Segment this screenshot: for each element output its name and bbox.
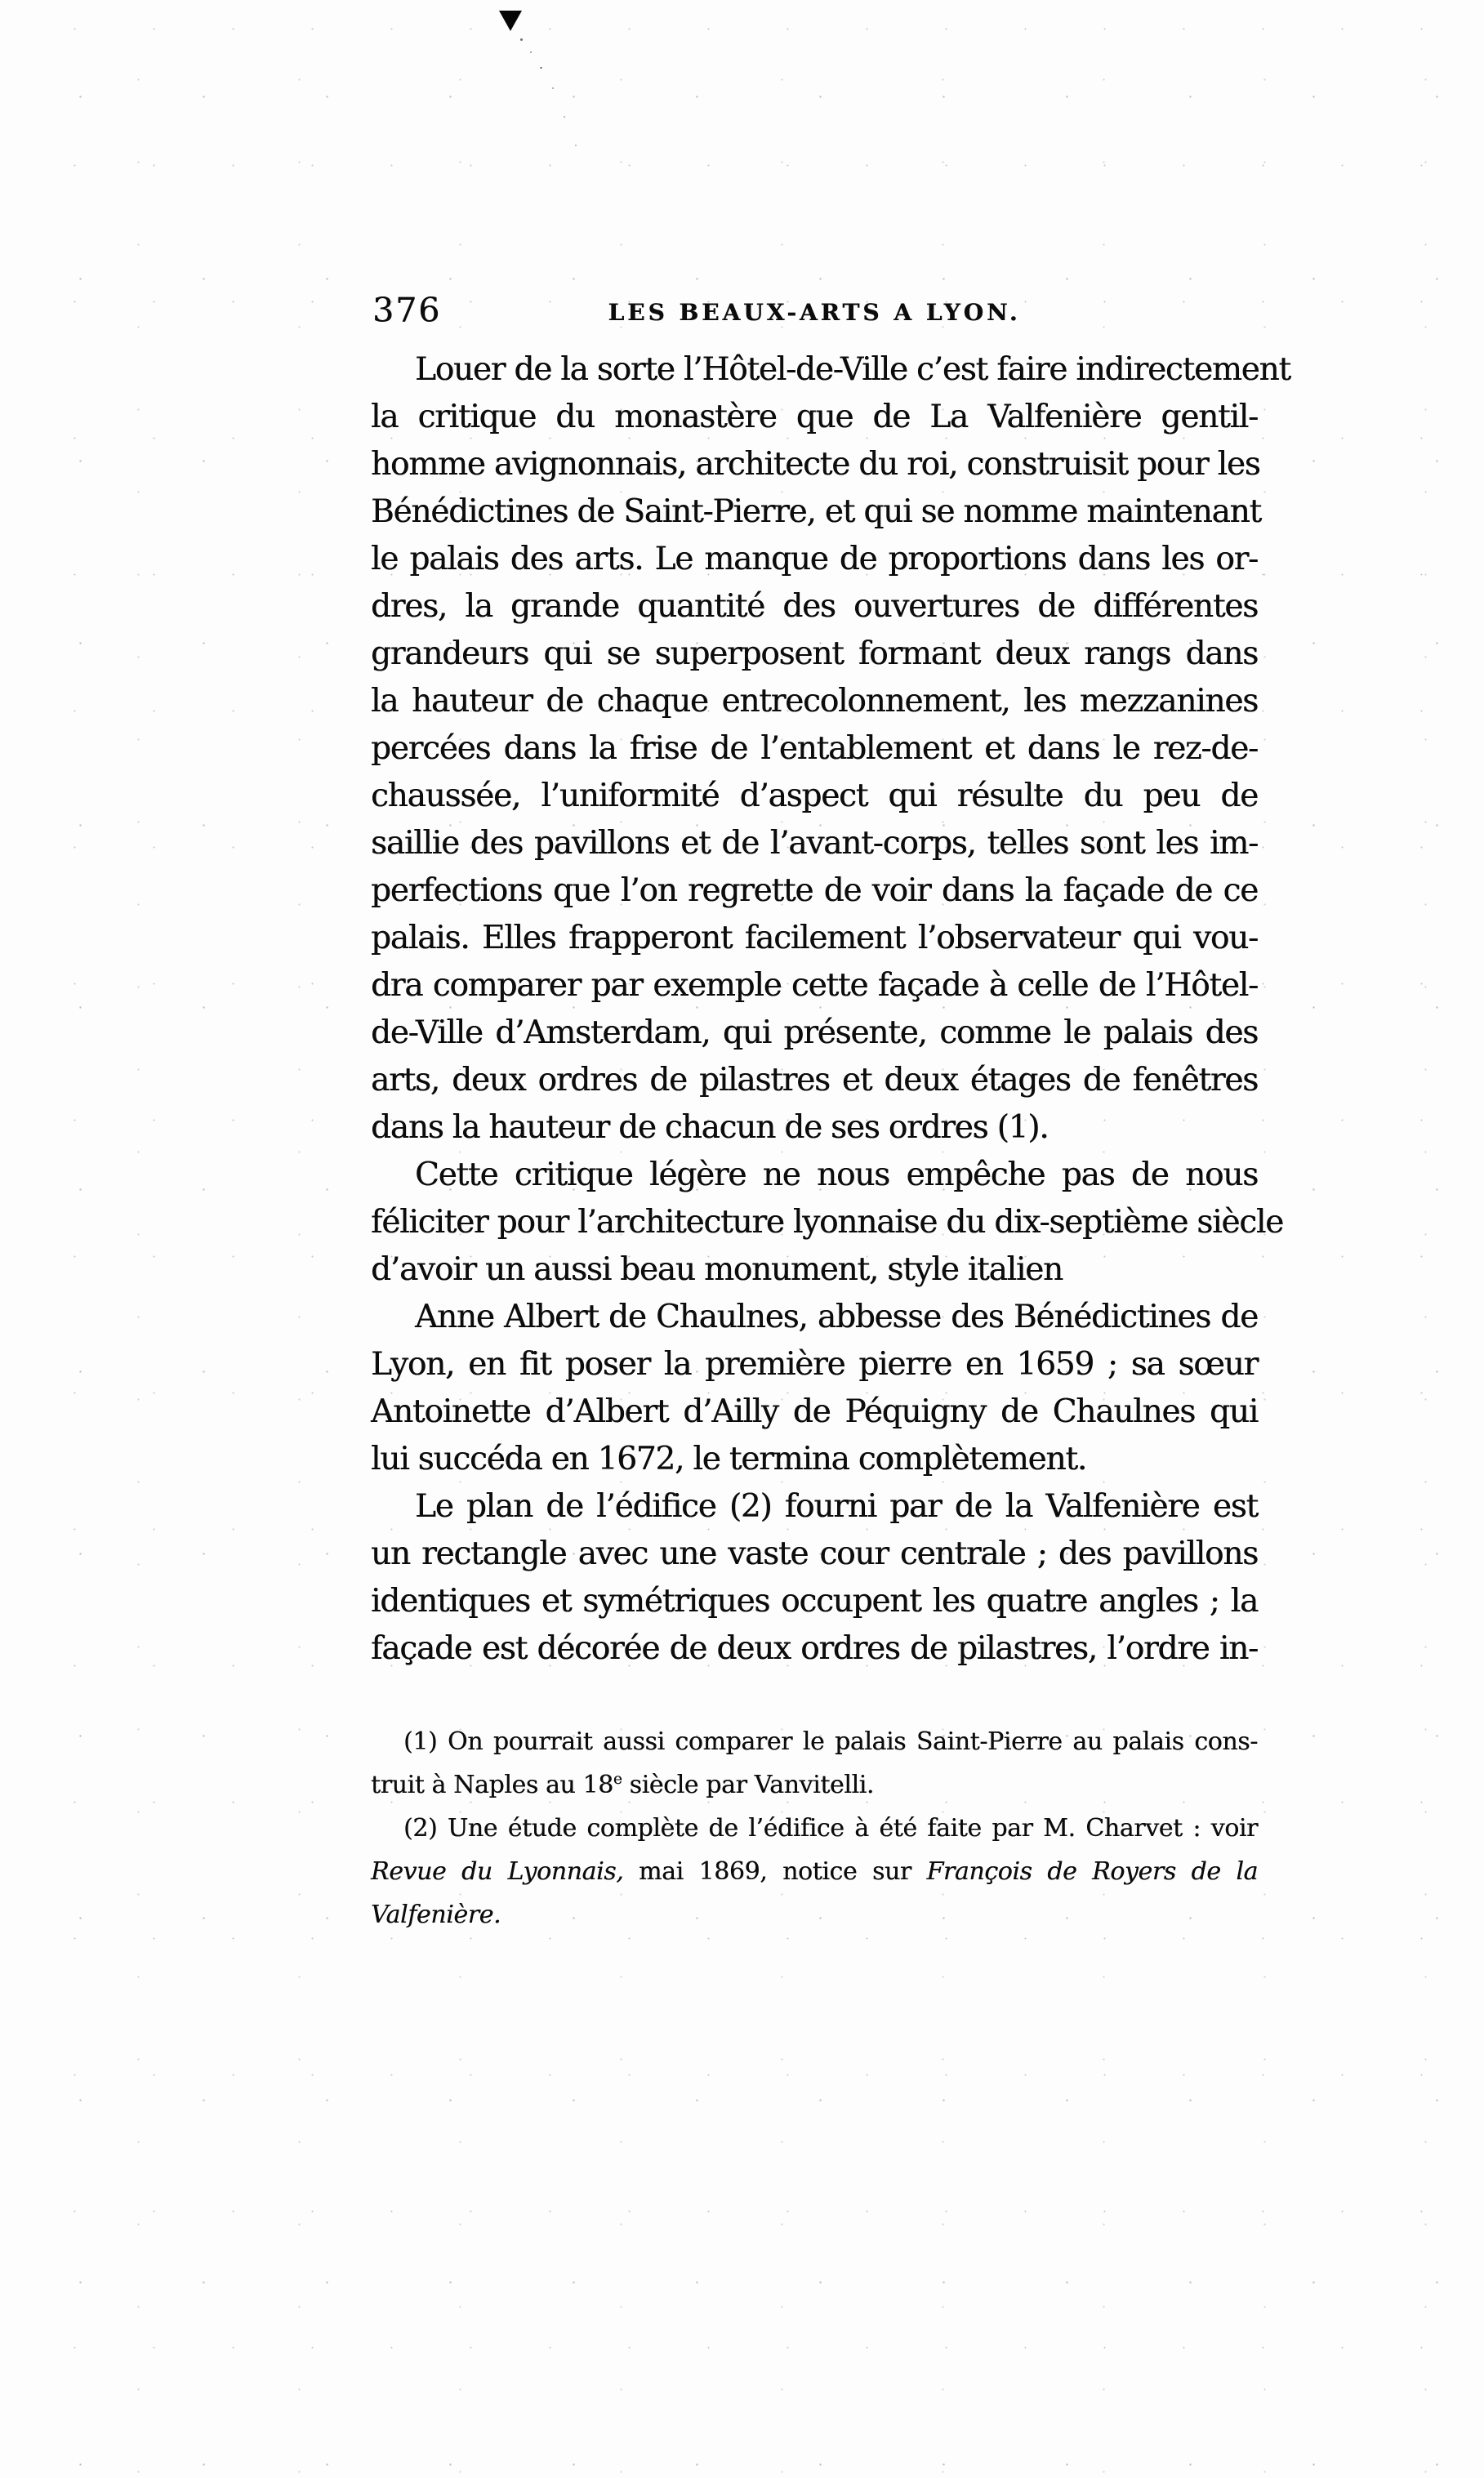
text-line (371, 1199, 1284, 1246)
text-segment: arts, deux ordres de pilastres et deux étages de fenêtres (371, 1062, 1258, 1099)
scan-artifact-speck (552, 87, 554, 89)
text-line (371, 773, 1258, 820)
text-segment: d’avoir un aussi beau monument, style italien (371, 1251, 1063, 1288)
text-line (371, 488, 1261, 536)
text-line (371, 1483, 1258, 1531)
text-line (371, 1246, 1258, 1294)
text-segment: chaussée, l’uniformité d’aspect qui résulte du peu de (371, 778, 1258, 814)
text-segment: grandeurs qui se superposent formant deux rangs dans (371, 635, 1258, 672)
text-segment: dra comparer par exemple cette façade à celle de l’Hôtel- (371, 967, 1258, 1004)
text-segment: identiques et symétriques occupent les quatre angles ; la (371, 1583, 1258, 1620)
page-number: 376 (372, 291, 442, 330)
text-segment: palais. Elles frapperont facilement l’observateur qui vou- (371, 920, 1258, 956)
text-line (371, 1152, 1258, 1199)
scan-artifact-triangle-icon (499, 11, 522, 31)
page-header (371, 287, 1258, 330)
text-segment: Lyon, en fit poser la première pierre en 1659 ; sa sœur (371, 1346, 1258, 1383)
italic-text-segment: François de Royers de la (926, 1857, 1259, 1886)
italic-text-segment: Valfenière. (371, 1901, 501, 1929)
text-line (371, 1763, 1258, 1807)
text-line (371, 1720, 1258, 1763)
text-segment: perfections que l’on regrette de voir dans la façade de ce (371, 872, 1258, 909)
italic-text-segment: Revue du Lyonnais, (371, 1857, 624, 1886)
text-line (371, 1893, 1258, 1936)
text-line (371, 725, 1258, 773)
text-line (371, 1057, 1258, 1104)
text-line (371, 394, 1258, 441)
text-line (371, 1388, 1258, 1436)
running-title: LES BEAUX-ARTS A LYON. (608, 299, 1021, 326)
text-segment: saillie des pavillons et de l’avant-corps, telles sont les im- (371, 825, 1258, 862)
scan-artifact-speck (575, 145, 577, 146)
text-segment: la hauteur de chaque entrecolonnement, les mezzanines (371, 683, 1258, 720)
text-segment: dres, la grande quantité des ouvertures de différentes (371, 588, 1258, 625)
text-segment: (1) On pourrait aussi comparer le palais Saint-Pierre au palais cons- (403, 1727, 1258, 1756)
text-line (371, 962, 1258, 1009)
text-segment: Louer de la sorte l’Hôtel-de-Ville c’est faire indirectement (415, 351, 1290, 388)
text-line (371, 1807, 1258, 1850)
scan-artifact-speck (530, 51, 532, 53)
text-line (371, 915, 1258, 962)
text-segment: siècle par Vanvitelli. (622, 1771, 875, 1799)
text-segment: truit à Naples au 18 (371, 1771, 613, 1799)
text-line (371, 631, 1258, 678)
scan-artifact-speck (540, 67, 542, 69)
text-line (371, 1531, 1258, 1578)
text-segment: Anne Albert de Chaulnes, abbesse des Bénédictines de (415, 1299, 1258, 1335)
text-line (371, 346, 1290, 394)
text-line (371, 441, 1258, 488)
scan-artifact-speck (520, 38, 523, 41)
text-segment: dans la hauteur de chacun de ses ordres (1). (371, 1109, 1049, 1146)
text-line (371, 1850, 1258, 1893)
text-line (371, 1341, 1258, 1388)
scan-artifact-speck (564, 116, 565, 118)
text-line (371, 678, 1258, 725)
text-line (371, 1104, 1258, 1152)
text-segment: un rectangle avec une vaste cour centrale ; des pavillons (371, 1535, 1258, 1572)
text-line (371, 1436, 1258, 1483)
text-line (371, 1009, 1258, 1057)
text-segment: façade est décorée de deux ordres de pilastres, l’ordre in- (371, 1630, 1258, 1667)
text-segment: de-Ville d’Amsterdam, qui présente, comme le palais des (371, 1014, 1258, 1051)
text-segment: féliciter pour l’architecture lyonnaise du dix-septième siècle (371, 1204, 1284, 1241)
text-line (371, 867, 1258, 915)
text-segment: homme avignonnais, architecte du roi, construisit pour les (371, 446, 1260, 483)
text-line (371, 1625, 1258, 1673)
text-segment: lui succéda en 1672, le termina complètement. (371, 1441, 1087, 1477)
text-segment: la critique du monastère que de La Valfenière gentil- (371, 399, 1258, 435)
text-segment: Antoinette d’Albert d’Ailly de Péquigny de Chaulnes qui (371, 1393, 1258, 1430)
text-line (371, 820, 1258, 867)
text-line (371, 583, 1258, 631)
body-text-block (371, 346, 1290, 1673)
text-segment: Cette critique légère ne nous empêche pas de nous (415, 1157, 1258, 1193)
footnotes-block (371, 1720, 1258, 1936)
text-segment: mai 1869, notice sur (623, 1857, 927, 1886)
text-segment: Le plan de l’édifice (2) fourni par de la Valfenière est (415, 1488, 1258, 1525)
text-line (371, 1294, 1258, 1341)
text-line (371, 1578, 1258, 1625)
text-segment: le palais des arts. Le manque de proportions dans les or- (371, 541, 1258, 577)
text-line (371, 536, 1258, 583)
text-segment: e (613, 1771, 622, 1788)
text-segment: (2) Une étude complète de l’édifice à été faite par M. Charvet : voir (403, 1814, 1258, 1843)
text-segment: Bénédictines de Saint-Pierre, et qui se nomme maintenant (371, 493, 1261, 530)
text-segment: percées dans la frise de l’entablement et dans le rez-de- (371, 730, 1258, 767)
